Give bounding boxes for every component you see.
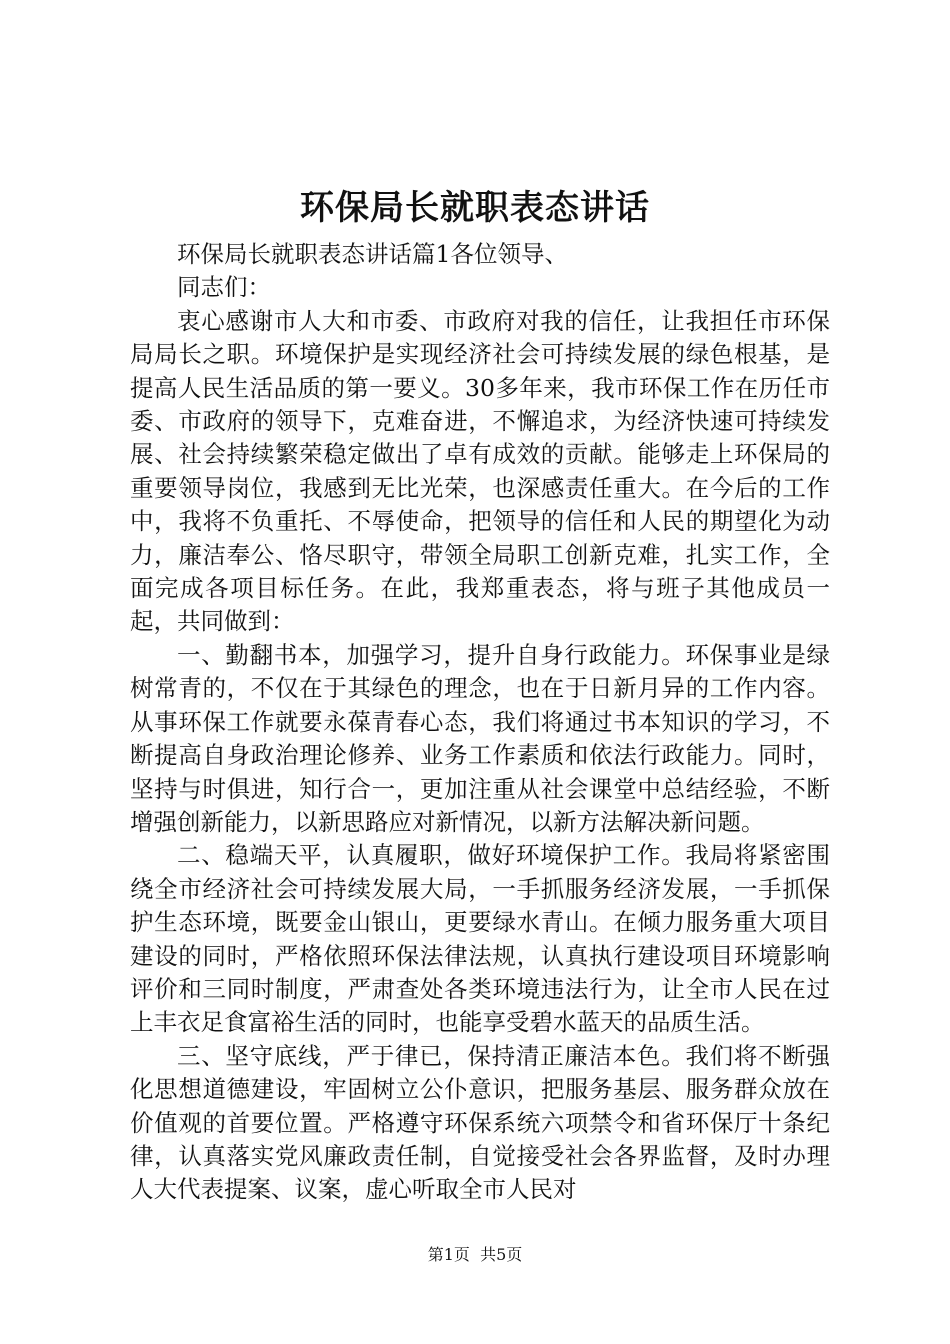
paragraph-greeting: 环保局长就职表态讲话篇1各位领导、 [177, 240, 568, 268]
paragraph-point-two: 二、稳端天平，认真履职，做好环境保护工作。我局将紧密围绕全市经济社会可持续发展大局，一手抓服务经济发展，一手抓保护生态环境，既要金山银山，更要绿水青山。在倾力服务重大项目建设的同时，严格依照环保法律法规，认真执行建设项目环境影响评价和三同时制度，严肃查处各类环境违法行为，让全市人民在过上丰衣足食富裕生活的同时，也能享受碧水蓝天的品质生活。 [130, 841, 830, 1037]
page-number: 第1页 共5页 [427, 1245, 523, 1264]
paragraph-point-three: 三、坚守底线，严于律已，保持清正廉洁本色。我们将不断强化思想道德建设，牢固树立公仆意识，把服务基层、服务群众放在价值观的首要位置。严格遵守环保系统六项禁令和省环保厅十条纪律，认真落实党风廉政责任制，自觉接受社会各界监督，及时办理人大代表提案、议案，虚心听取全市人民对 [130, 1041, 830, 1204]
document-body [130, 238, 830, 1207]
document-title: 环保局长就职表态讲话 [300, 188, 650, 228]
paragraph-salutation: 同志们： [177, 273, 271, 302]
paragraph-point-one: 一、勤翻书本，加强学习，提升自身行政能力。环保事业是绿树常青的，不仅在于其绿色的理念，也在于日新月异的工作内容。从事环保工作就要永葆青春心态，我们将通过书本知识的学习，不断提高自身政治理论修养、业务工作素质和依法行政能力。同时，坚持与时俱进，知行合一，更加注重从社会课堂中总结经验，不断增强创新能力，以新思路应对新情况，以新方法解决新问题。 [130, 640, 830, 836]
paragraph-intro: 衷心感谢市人大和市委、市政府对我的信任，让我担任市环保局局长之职。环境保护是实现经济社会可持续发展的绿色根基，是提高人民生活品质的第一要义。30多年来，我市环保工作在历任市委、市政府的领导下，克难奋进，不懈追求，为经济快速可持续发展、社会持续繁荣稳定做出了卓有成效的贡献。能够走上环保局的重要领导岗位，我感到无比光荣，也深感责任重大。在今后的工作中，我将不负重托、不辱使命，把领导的信任和人民的期望化为动力，廉洁奉公、恪尽职守，带领全局职工创新克难，扎实工作，全面完成各项目标任务。在此，我郑重表态，将与班子其他成员一起，共同做到： [130, 306, 830, 636]
